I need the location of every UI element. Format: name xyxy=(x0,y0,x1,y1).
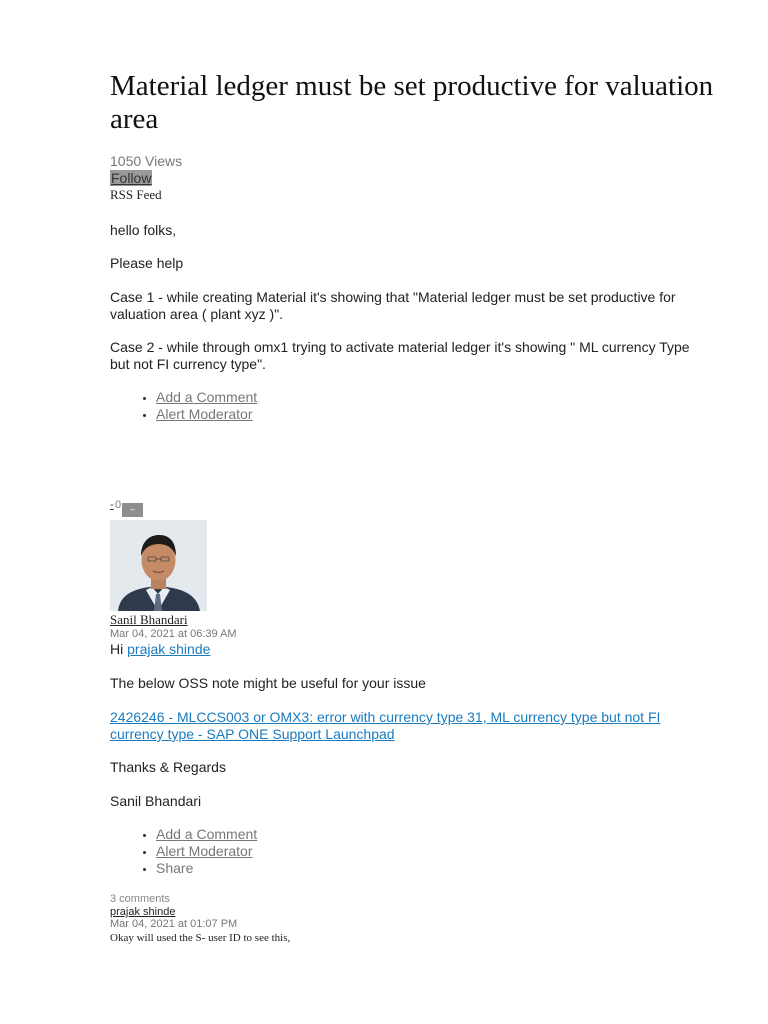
answer-body-line: Thanks & Regards xyxy=(110,759,226,775)
oss-note-link[interactable]: 2426246 - MLCCS003 or OMX3: error with currency type 31, ML currency type but not FI currency type - SAP ONE Support Launchpad xyxy=(110,709,661,742)
answer-body-line: Sanil Bhandari xyxy=(110,793,202,809)
list-item xyxy=(156,389,257,406)
share-button[interactable]: Share xyxy=(156,860,194,876)
question-body-line: Case 2 - while through omx1 trying to activate material ledger it's showing " ML currency Type but not FI currency type". xyxy=(110,339,690,372)
comment-text: Okay will used the S- user ID to see this, xyxy=(110,932,291,944)
view-count: 1050 Views xyxy=(110,153,183,169)
answer-actions xyxy=(110,826,257,877)
page-title: Material ledger must be set productive for valuation area xyxy=(110,70,714,135)
greeting-text: Hi xyxy=(110,641,124,657)
answer-author[interactable]: Sanil Bhandari xyxy=(110,612,188,627)
list-item xyxy=(156,826,257,843)
list-item xyxy=(156,406,257,423)
follow-button[interactable]: Follow xyxy=(111,170,152,186)
vote-count: 0 xyxy=(115,499,122,511)
comments-count[interactable]: 3 comments xyxy=(110,893,170,905)
alert-moderator-link[interactable]: Alert Moderator xyxy=(156,406,253,422)
avatar-photo xyxy=(110,520,207,611)
answer-body-line: The below OSS note might be useful for your issue xyxy=(110,675,426,691)
answer-date: Mar 04, 2021 at 06:39 AM xyxy=(110,628,237,640)
comment-author[interactable]: prajak shinde xyxy=(110,906,176,918)
question-actions xyxy=(110,389,257,423)
avatar xyxy=(110,520,207,611)
mention-link[interactable]: prajak shinde xyxy=(127,641,211,657)
answer-note-paragraph xyxy=(110,709,715,743)
alert-moderator-link[interactable]: Alert Moderator xyxy=(156,843,253,859)
question-body-line: Please help xyxy=(110,255,184,271)
add-comment-link[interactable]: Add a Comment xyxy=(156,389,258,405)
vote-up-link[interactable]: - xyxy=(110,499,114,511)
question-body-line: Case 1 - while creating Material it's showing that "Material ledger must be set productive for valuation area ( plant xyz )". xyxy=(110,289,676,322)
answer-greeting xyxy=(110,641,210,658)
vote-down-button[interactable]: – xyxy=(122,503,143,517)
question-body-line: hello folks, xyxy=(110,222,177,238)
rss-feed-link[interactable]: RSS Feed xyxy=(110,187,162,202)
list-item xyxy=(156,860,257,877)
comment-date: Mar 04, 2021 at 01:07 PM xyxy=(110,918,238,930)
list-item xyxy=(156,843,257,860)
add-comment-link[interactable]: Add a Comment xyxy=(156,826,258,842)
